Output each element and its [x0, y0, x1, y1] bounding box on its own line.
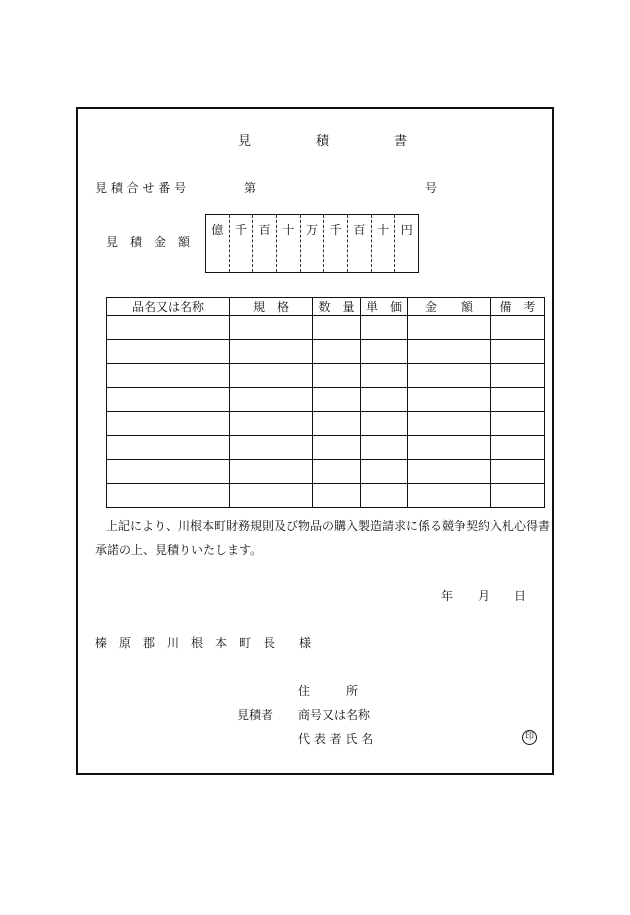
table-cell[interactable] — [107, 364, 230, 388]
table-cell[interactable] — [107, 388, 230, 412]
header-unit-price: 単 価 — [361, 298, 408, 316]
table-cell[interactable] — [361, 436, 408, 460]
table-cell[interactable] — [107, 484, 230, 508]
table-cell[interactable] — [313, 436, 361, 460]
table-cell[interactable] — [491, 436, 545, 460]
table-cell[interactable] — [107, 340, 230, 364]
table-cell[interactable] — [408, 364, 491, 388]
table-cell[interactable] — [107, 460, 230, 484]
seal-mark-icon: 印 — [522, 730, 537, 745]
header-quantity: 数 量 — [313, 298, 361, 316]
amount-digit-cell[interactable] — [348, 215, 372, 272]
table-row — [107, 316, 545, 340]
amount-digit-box — [205, 214, 419, 273]
amount-digit-unit: 円 — [400, 223, 413, 237]
amount-digit-cell[interactable] — [324, 215, 348, 272]
table-row — [107, 460, 545, 484]
document-title: 見 積 書 — [238, 134, 408, 149]
table-row — [107, 412, 545, 436]
amount-digit-unit: 十 — [282, 223, 295, 237]
estimator-label: 見積者 — [237, 708, 274, 722]
table-row — [107, 364, 545, 388]
table-cell[interactable] — [491, 364, 545, 388]
table-cell[interactable] — [491, 340, 545, 364]
table-cell[interactable] — [408, 316, 491, 340]
table-cell[interactable] — [408, 436, 491, 460]
table-cell[interactable] — [107, 316, 230, 340]
table-cell[interactable] — [313, 340, 361, 364]
table-cell[interactable] — [230, 316, 313, 340]
table-cell[interactable] — [313, 388, 361, 412]
table-cell[interactable] — [361, 412, 408, 436]
date-day: 日 — [514, 589, 527, 603]
table-cell[interactable] — [230, 364, 313, 388]
table-cell[interactable] — [230, 436, 313, 460]
table-cell[interactable] — [230, 388, 313, 412]
table-cell[interactable] — [491, 316, 545, 340]
amount-digit-cell[interactable] — [372, 215, 396, 272]
table-cell[interactable] — [408, 388, 491, 412]
table-cell[interactable] — [313, 316, 361, 340]
estimator-company-label: 商号又は名称 — [298, 708, 371, 722]
header-item-name: 品名又は名称 — [107, 298, 230, 316]
amount-digit-unit: 万 — [306, 223, 319, 237]
amount-digit-unit: 百 — [353, 223, 366, 237]
table-row — [107, 484, 545, 508]
table-cell[interactable] — [230, 460, 313, 484]
amount-digit-cell[interactable] — [277, 215, 301, 272]
table-cell[interactable] — [313, 460, 361, 484]
amount-digit-unit: 百 — [258, 223, 271, 237]
table-row — [107, 340, 545, 364]
table-cell[interactable] — [408, 484, 491, 508]
table-cell[interactable] — [361, 316, 408, 340]
amount-digit-cell[interactable] — [253, 215, 277, 272]
table-header-row — [107, 298, 545, 316]
table-cell[interactable] — [361, 460, 408, 484]
table-cell[interactable] — [313, 484, 361, 508]
amount-digit-unit: 億 — [211, 223, 224, 237]
table-cell[interactable] — [313, 412, 361, 436]
table-cell[interactable] — [408, 460, 491, 484]
table-cell[interactable] — [313, 364, 361, 388]
table-cell[interactable] — [491, 388, 545, 412]
table-cell[interactable] — [361, 364, 408, 388]
estimate-number-prefix: 第 — [244, 181, 257, 195]
header-amount: 金 額 — [408, 298, 491, 316]
table-cell[interactable] — [408, 412, 491, 436]
amount-label: 見 積 金 額 — [106, 235, 191, 249]
table-cell[interactable] — [491, 460, 545, 484]
table-cell[interactable] — [361, 340, 408, 364]
date-year: 年 — [441, 589, 454, 603]
table-cell[interactable] — [491, 412, 545, 436]
amount-digit-cell[interactable] — [301, 215, 325, 272]
table-row — [107, 388, 545, 412]
estimator-representative-label: 代 表 者 氏 名 — [298, 732, 374, 746]
statement-line-2: 承諾の上、見積りいたします。 — [95, 543, 263, 557]
table-cell[interactable] — [491, 484, 545, 508]
amount-digit-cell[interactable] — [206, 215, 230, 272]
header-remarks: 備 考 — [491, 298, 545, 316]
table-cell[interactable] — [107, 412, 230, 436]
amount-digit-cell[interactable] — [395, 215, 418, 272]
table-cell[interactable] — [361, 484, 408, 508]
date-month: 月 — [478, 589, 491, 603]
statement-line-1: 上記により、川根本町財務規則及び物品の購入製造請求に係る競争契約入札心得書 — [106, 519, 551, 533]
table-cell[interactable] — [230, 412, 313, 436]
items-table — [106, 297, 545, 508]
table-cell[interactable] — [408, 340, 491, 364]
estimate-number-label: 見 積 合 せ 番 号 — [95, 181, 187, 195]
estimator-address-label: 住 所 — [298, 684, 359, 698]
estimate-number-suffix: 号 — [425, 181, 438, 195]
table-cell[interactable] — [230, 484, 313, 508]
header-spec: 規 格 — [230, 298, 313, 316]
amount-digit-unit: 千 — [235, 223, 248, 237]
table-row — [107, 436, 545, 460]
addressee: 榛 原 郡 川 根 本 町 長 様 — [95, 636, 312, 650]
table-cell[interactable] — [361, 388, 408, 412]
table-cell[interactable] — [230, 340, 313, 364]
amount-digit-cell[interactable] — [230, 215, 254, 272]
amount-digit-unit: 十 — [377, 223, 390, 237]
amount-digit-unit: 千 — [329, 223, 342, 237]
table-cell[interactable] — [107, 436, 230, 460]
